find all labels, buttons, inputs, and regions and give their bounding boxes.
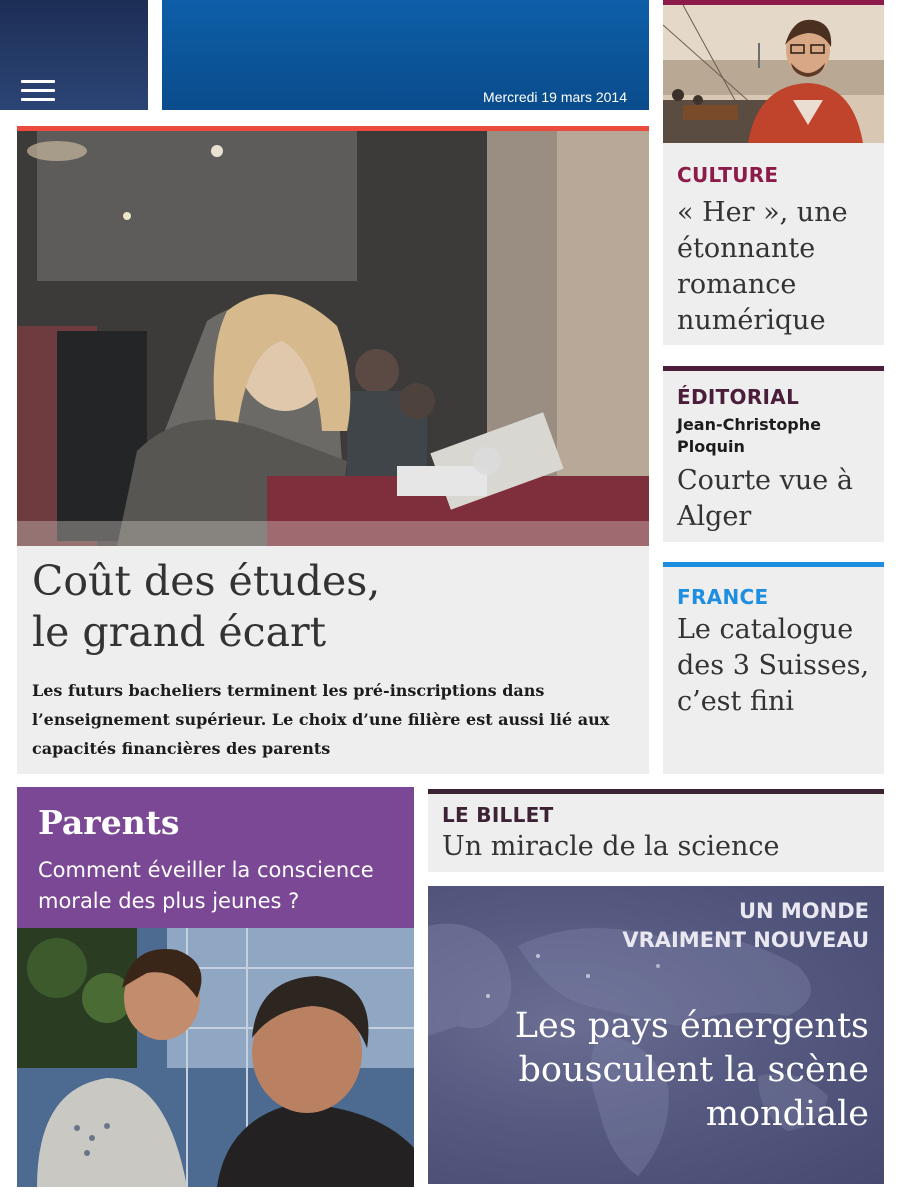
france-headline[interactable]: Le catalogue des 3 Suisses, c’est fini — [677, 614, 870, 717]
menu-tile[interactable] — [0, 0, 148, 110]
france-kicker: FRANCE — [677, 585, 769, 609]
parents-card[interactable] — [17, 787, 414, 1187]
culture-headline[interactable]: « Her », une étonnante romance numérique — [677, 197, 848, 336]
billet-headline[interactable]: Un miracle de la science — [442, 831, 780, 862]
monde-kicker-line: UN MONDE — [738, 899, 869, 923]
main-story-title[interactable] — [32, 556, 632, 658]
editorial-headline[interactable]: Courte vue à Alger — [677, 465, 853, 532]
current-date: Mercredi 19 mars 2014 — [483, 89, 627, 105]
editorial-accent-line — [663, 366, 884, 371]
billet-kicker: LE BILLET — [442, 803, 554, 827]
main-story-title-line: le grand écart — [32, 608, 327, 656]
main-story-card[interactable] — [17, 126, 649, 774]
monde-card[interactable] — [428, 886, 884, 1184]
billet-card[interactable] — [428, 789, 884, 872]
billet-accent-line — [428, 789, 884, 794]
france-accent-line — [663, 562, 884, 567]
main-story-lead: Les futurs bacheliers terminent les pré-inscriptions dans l’enseignement supérieur. Le choix d’une filière est aussi lié aux capacités financières des parents — [32, 681, 610, 758]
monde-kicker — [569, 897, 869, 955]
culture-photo[interactable] — [663, 5, 884, 143]
editorial-kicker: ÉDITORIAL — [677, 385, 800, 409]
main-story-title-line: Coût des études, — [32, 557, 381, 605]
main-story-photo[interactable] — [17, 131, 649, 546]
editorial-author: Jean-Christophe Ploquin — [677, 415, 821, 456]
editorial-card[interactable] — [663, 366, 884, 542]
culture-card[interactable] — [663, 0, 884, 345]
parents-subtitle[interactable]: Comment éveiller la conscience morale des plus jeunes ? — [38, 858, 374, 913]
monde-headline-line: bousculent la scène — [518, 1050, 869, 1090]
parents-photo[interactable] — [17, 928, 414, 1187]
parents-title: Parents — [38, 803, 180, 842]
monde-headline-line: mondiale — [705, 1094, 869, 1134]
masthead-date-tile — [162, 0, 649, 110]
france-card[interactable] — [663, 562, 884, 774]
culture-kicker: CULTURE — [677, 163, 779, 187]
hamburger-menu-icon[interactable] — [21, 80, 55, 107]
monde-kicker-line: VRAIMENT NOUVEAU — [622, 928, 869, 952]
monde-headline[interactable] — [449, 1004, 869, 1136]
monde-headline-line: Les pays émergents — [514, 1006, 869, 1046]
